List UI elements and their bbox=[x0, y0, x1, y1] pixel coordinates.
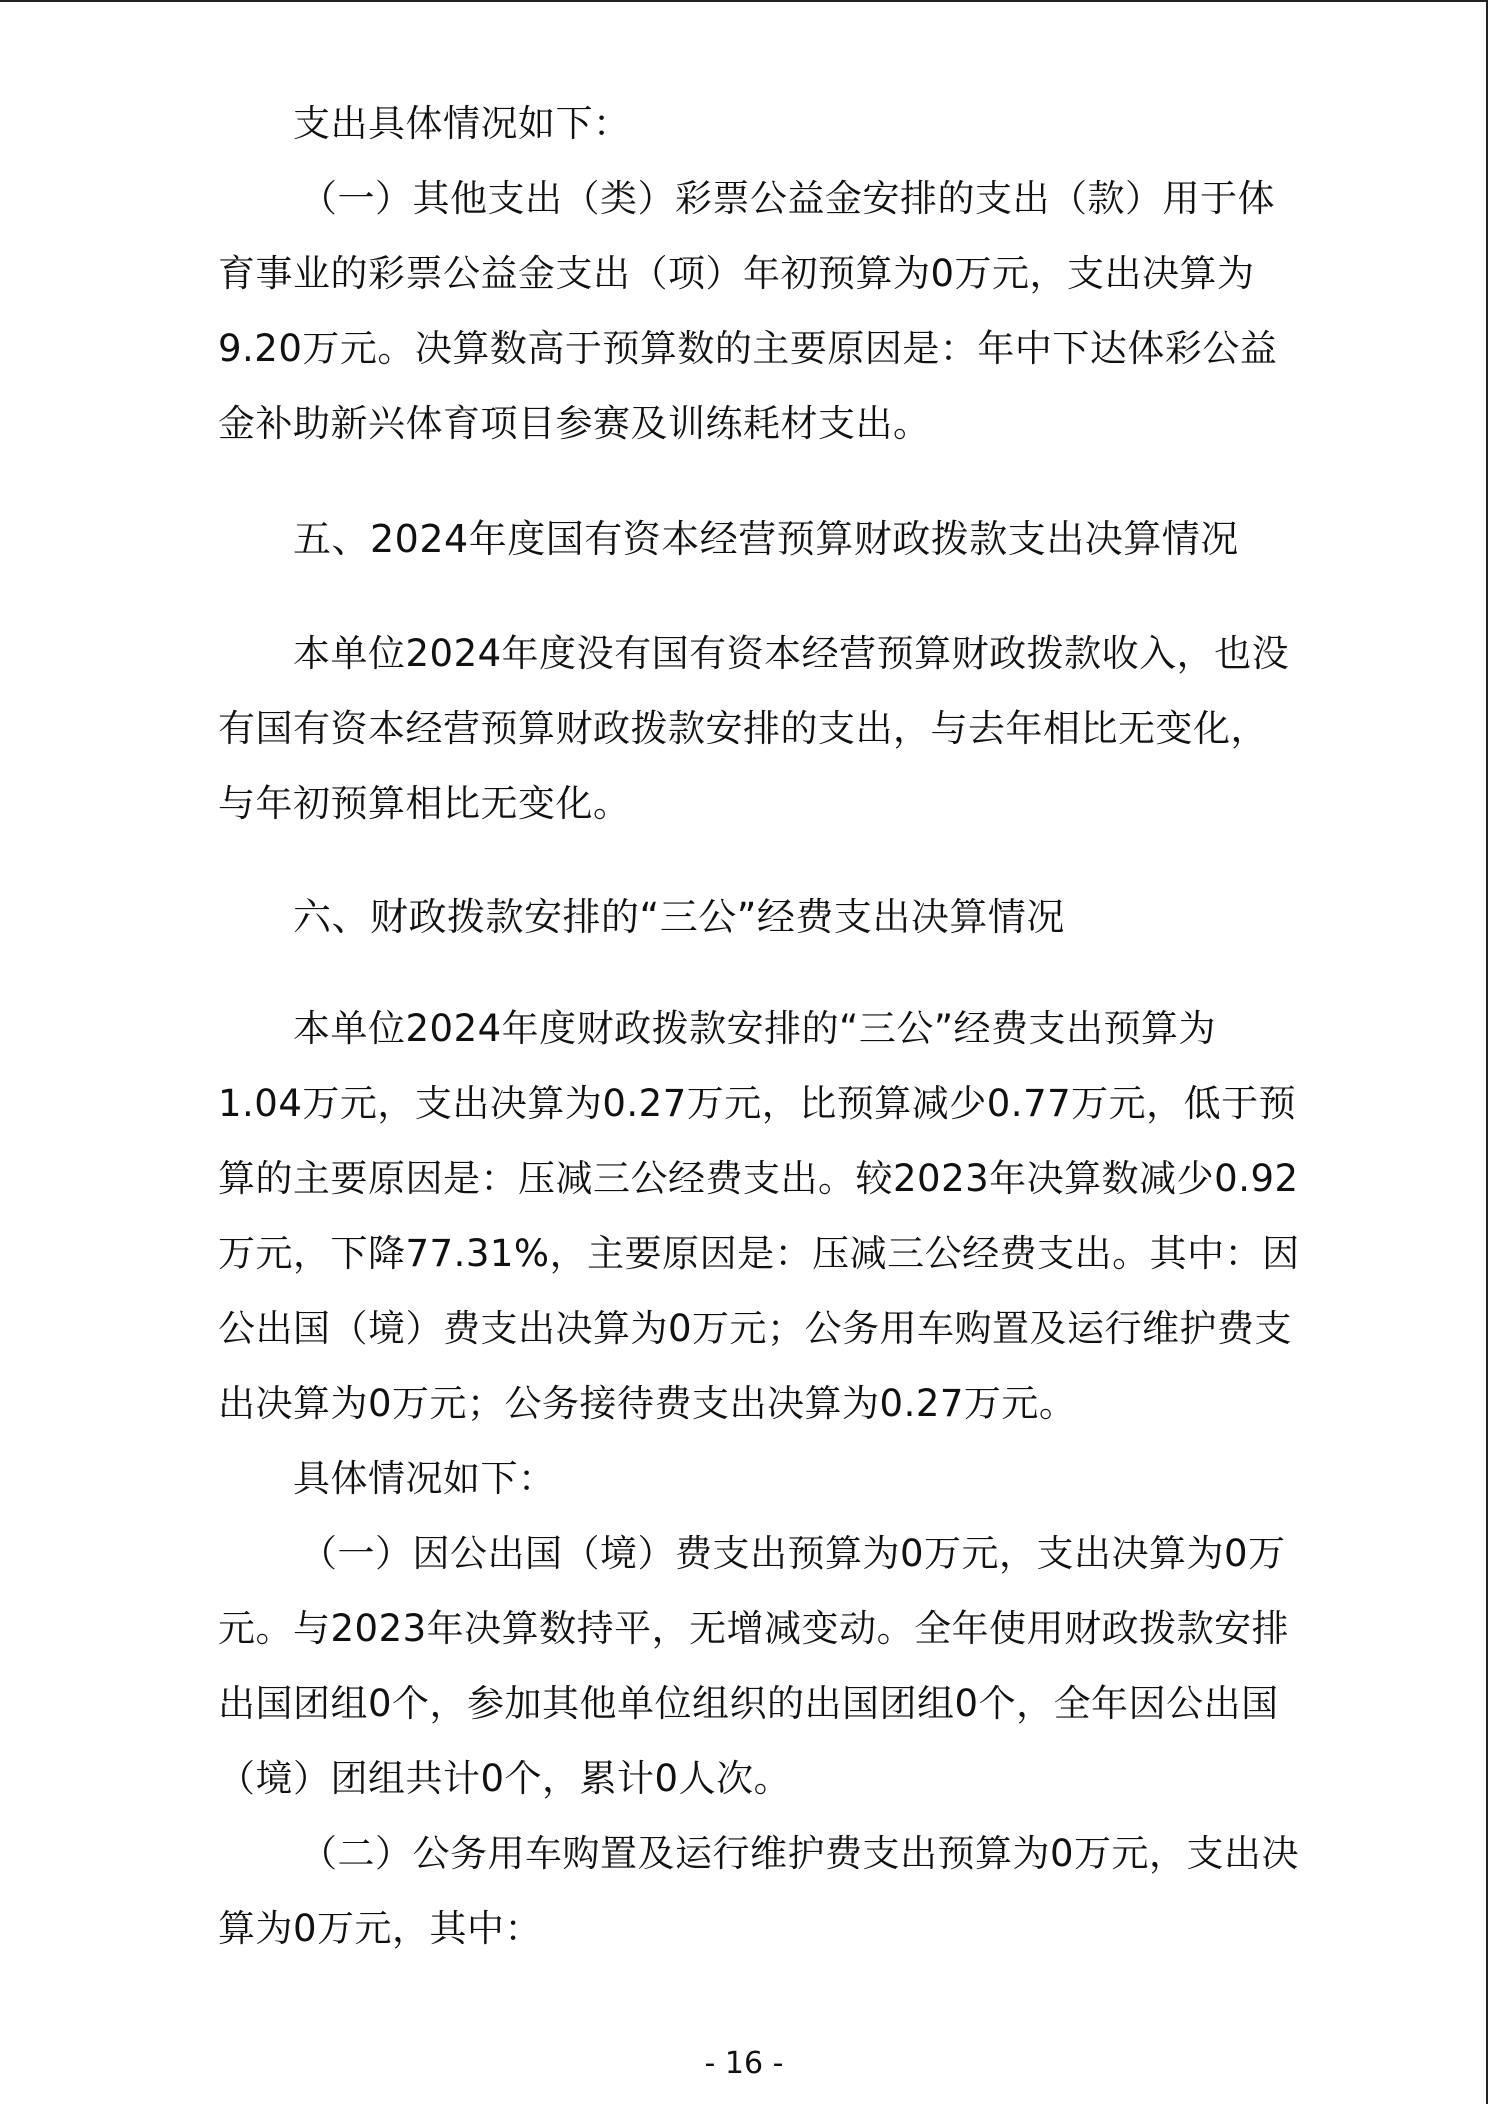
text-line: 算为0万元，其中： bbox=[218, 1907, 543, 1950]
text-line: 与年初预算相比无变化。 bbox=[218, 782, 631, 825]
text-line: 有国有资本经营预算财政拨款安排的支出，与去年相比无变化， bbox=[218, 707, 1268, 750]
text-line: 本单位2024年度财政拨款安排的“三公”经费支出预算为 bbox=[293, 1007, 1216, 1050]
text-line: （境）团组共计0个，累计0人次。 bbox=[218, 1757, 792, 1800]
text-line: 万元，下降77.31%，主要原因是：压减三公经费支出。其中：因 bbox=[218, 1232, 1300, 1275]
section-heading-5: 五、2024年度国有资本经营预算财政拨款支出决算情况 bbox=[293, 517, 1239, 561]
text-line: 算的主要原因是：压减三公经费支出。较2023年决算数减少0.92 bbox=[218, 1157, 1299, 1200]
text-line: 9.20万元。决算数高于预算数的主要原因是：年中下达体彩公益 bbox=[218, 327, 1278, 370]
text-line: 出国团组0个，参加其他单位组织的出国团组0个，全年因公出国 bbox=[218, 1682, 1279, 1725]
section-heading-6: 六、财政拨款安排的“三公”经费支出决算情况 bbox=[293, 895, 1065, 939]
text-line: 本单位2024年度没有国有资本经营预算财政拨款收入，也没 bbox=[293, 632, 1290, 675]
text-line: （一）因公出国（境）费支出预算为0万元，支出决算为0万 bbox=[300, 1532, 1286, 1575]
text-line: 公出国（境）费支出决算为0万元；公务用车购置及运行维护费支 bbox=[218, 1307, 1293, 1350]
text-line: 元。与2023年决算数持平，无增减变动。全年使用财政拨款安排 bbox=[218, 1607, 1290, 1650]
text-line: 1.04万元，支出决算为0.27万元，比预算减少0.77万元，低于预 bbox=[218, 1082, 1297, 1125]
text-line: 育事业的彩票公益金支出（项）年初预算为0万元，支出决算为 bbox=[218, 252, 1255, 295]
page-number: - 16 - bbox=[704, 2046, 784, 2081]
text-line: 金补助新兴体育项目参赛及训练耗材支出。 bbox=[218, 402, 931, 445]
page-border-top bbox=[0, 0, 1488, 2]
text-line: （二）公务用车购置及运行维护费支出预算为0万元，支出决 bbox=[300, 1832, 1300, 1875]
text-line: 出决算为0万元；公务接待费支出决算为0.27万元。 bbox=[218, 1382, 1077, 1425]
text-line: 支出具体情况如下： bbox=[293, 102, 631, 145]
text-line: 具体情况如下： bbox=[293, 1457, 556, 1500]
text-line: （一）其他支出（类）彩票公益金安排的支出（款）用于体 bbox=[300, 177, 1275, 220]
